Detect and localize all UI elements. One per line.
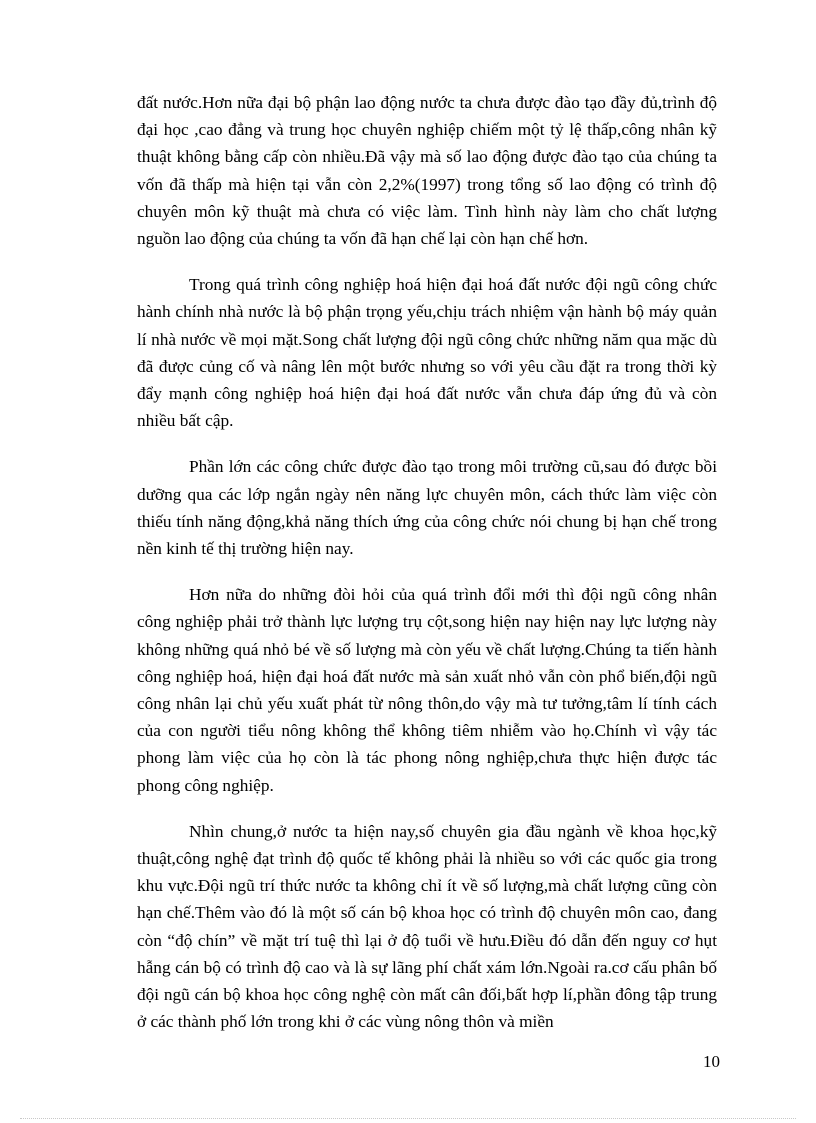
- body-text: [137, 89, 717, 1055]
- paragraph-1: đất nước.Hơn nữa đại bộ phận lao động nước ta chưa được đào tạo đầy đủ,trình độ đại học ,cao đẳng và trung học chuyên nghiệp chiếm một tỷ lệ thấp,công nhân kỹ thuật không bằng cấp còn nhiều.Đã vậy mà số lao động được đào tạo của chúng ta vốn đã thấp mà hiện tại vẫn còn 2,2%(1997) trong tổng số lao động có trình độ chuyên môn kỹ thuật mà chưa có việc làm. Tình hình này làm cho chất lượng nguồn lao động của chúng ta vốn đã hạn chế lại còn hạn chế hơn.: [137, 93, 717, 249]
- paragraph-3: Phần lớn các công chức được đào tạo trong môi trường cũ,sau đó được bồi dưỡng qua các lớp ngắn ngày nên năng lực chuyên môn, cách thức làm việc còn thiếu tính năng động,khả năng thích ứng của công chức nói chung bị hạn chế trong nền kinh tế thị trường hiện nay.: [137, 457, 717, 559]
- page-number: 10: [703, 1052, 720, 1071]
- paragraph-2: Trong quá trình công nghiệp hoá hiện đại hoá đất nước đội ngũ công chức hành chính nhà nước là bộ phận trọng yếu,chịu trách nhiệm vận hành bộ máy quản lí nhà nước về mọi mặt.Song chất lượng đội ngũ công chức những năm qua mặc dù đã được củng cố và nâng lên một bước nhưng so với yêu cầu đặt ra trong thời kỳ đẩy mạnh công nghiệp hoá hiện đại hoá đất nước vẫn chưa đáp ứng đủ và còn nhiều bất cập.: [137, 275, 717, 431]
- paragraph-4: Hơn nữa do những đòi hỏi của quá trình đổi mới thì đội ngũ công nhân công nghiệp phải trở thành lực lượng trụ cột,song hiện nay hiện nay lực lượng này không những quá nhỏ bé về số lượng mà còn yếu về chất lượng.Chúng ta tiến hành công nghiệp hoá, hiện đại hoá đất nước mà sản xuất nhỏ vẫn còn phổ biến,đội ngũ công nhân lại chủ yếu xuất phát từ nông thôn,do vậy mà tư tưởng,tâm lí tính cách của con người tiểu nông không thể không tiêm nhiễm vào họ.Chính vì vậy tác phong làm việc của họ còn là tác phong nông nghiệp,chưa thực hiện được tác phong công nghiệp.: [137, 585, 717, 795]
- footer-divider: [20, 1118, 796, 1119]
- paragraph-5: Nhìn chung,ở nước ta hiện nay,số chuyên gia đầu ngành về khoa học,kỹ thuật,công nghệ đạt trình độ quốc tế không phải là nhiều so với các quốc gia trong khu vực.Đội ngũ trí thức nước ta không chỉ ít về số lượng,mà chất lượng cũng còn hạn chế.Thêm vào đó là một số cán bộ khoa học có trình độ chuyên môn cao, đang còn “độ chín” về mặt trí tuệ thì lại ở độ tuổi về hưu.Điều đó dẫn đến nguy cơ hụt hẫng cán bộ có trình độ cao và là sự lãng phí chất xám lớn.Ngoài ra.cơ cấu phân bố đội ngũ cán bộ khoa học công nghệ còn mất cân đối,bất hợp lí,phần đông tập trung ở các thành phố lớn trong khi ở các vùng nông thôn và miền: [137, 821, 717, 1032]
